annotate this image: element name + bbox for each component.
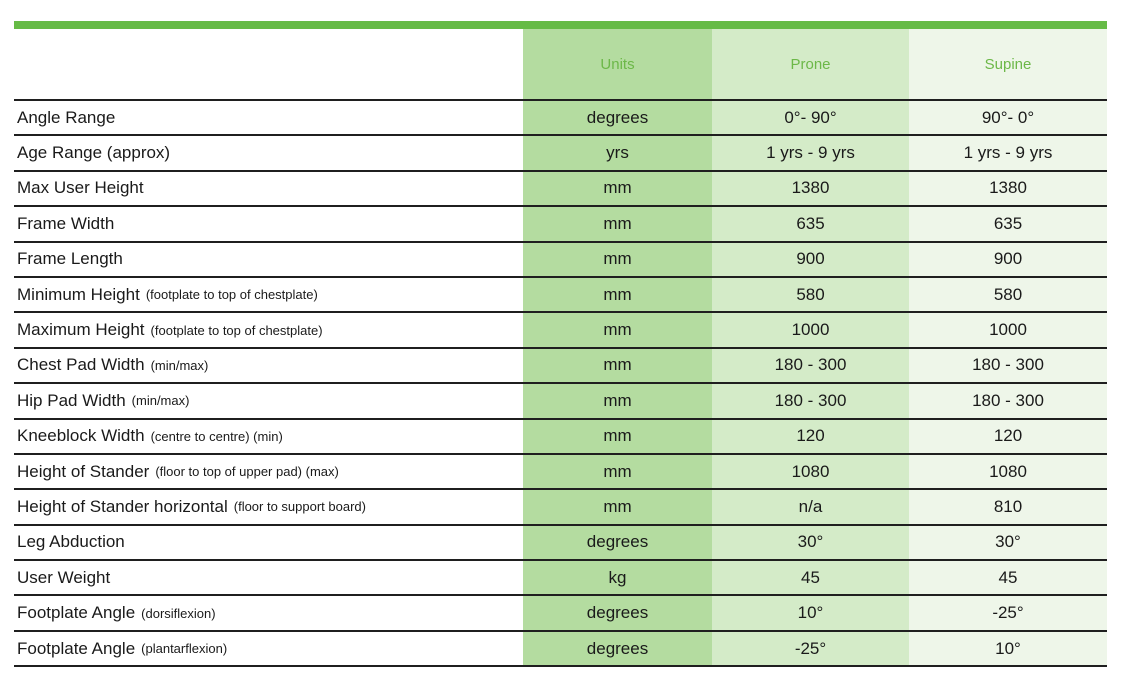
row-note: (floor to support board) [233,499,366,515]
supine-cell: 120 [909,420,1107,453]
units-cell: degrees [523,596,712,629]
table-row [14,99,1107,134]
row-note: (footplate to top of chestplate) [145,287,318,303]
table-body [14,99,1107,667]
row-label: Height of Stander [17,461,150,481]
prone-cell: 900 [712,243,909,276]
prone-cell: 10° [712,596,909,629]
row-label: Minimum Height [17,284,140,304]
table-row [14,488,1107,523]
table-row [14,347,1107,382]
table-row [14,524,1107,559]
prone-cell: -25° [712,632,909,665]
row-label: Max User Height [17,178,144,198]
table-row [14,276,1107,311]
units-cell: mm [523,313,712,346]
supine-cell: 810 [909,490,1107,523]
header-supine: Supine [909,29,1107,99]
units-cell: mm [523,207,712,240]
row-label-cell [14,101,523,134]
spec-table [14,29,1107,667]
row-label-cell [14,313,523,346]
prone-cell: 1080 [712,455,909,488]
units-cell: mm [523,490,712,523]
prone-cell: 1 yrs - 9 yrs [712,136,909,169]
row-note: (min/max) [131,393,190,409]
supine-cell: 90°- 0° [909,101,1107,134]
row-label-cell [14,632,523,665]
row-label: Age Range (approx) [17,143,171,163]
table-row [14,382,1107,417]
row-label: User Weight [17,567,111,587]
prone-cell: 180 - 300 [712,384,909,417]
row-label-cell [14,384,523,417]
supine-cell: 180 - 300 [909,349,1107,382]
row-label-cell [14,526,523,559]
table-row [14,311,1107,346]
row-label: Leg Abduction [17,532,125,552]
row-note: (floor to top of upper pad) (max) [155,464,339,480]
prone-cell: 580 [712,278,909,311]
prone-cell: 120 [712,420,909,453]
row-label: Hip Pad Width [17,390,126,410]
row-label-cell [14,561,523,594]
row-label-cell [14,243,523,276]
units-cell: degrees [523,526,712,559]
row-note: (plantarflexion) [141,641,228,657]
units-cell: degrees [523,101,712,134]
units-cell: degrees [523,632,712,665]
row-label-cell [14,349,523,382]
units-cell: mm [523,420,712,453]
table-row [14,630,1107,667]
accent-bar [14,21,1107,29]
row-label: Maximum Height [17,320,145,340]
supine-cell: -25° [909,596,1107,629]
prone-cell: 1380 [712,172,909,205]
prone-cell: 45 [712,561,909,594]
prone-cell: 180 - 300 [712,349,909,382]
header-prone: Prone [712,29,909,99]
row-label-cell [14,490,523,523]
table-row [14,418,1107,453]
row-label-cell [14,136,523,169]
prone-cell: 1000 [712,313,909,346]
table-row [14,241,1107,276]
prone-cell: 0°- 90° [712,101,909,134]
supine-cell: 180 - 300 [909,384,1107,417]
units-cell: mm [523,172,712,205]
prone-cell: 30° [712,526,909,559]
row-note: (dorsiflexion) [141,605,216,621]
row-label: Angle Range [17,107,116,127]
table-row [14,134,1107,169]
row-label: Footplate Angle [17,638,136,658]
row-note: (centre to centre) (min) [150,428,283,444]
supine-cell: 635 [909,207,1107,240]
row-label: Footplate Angle [17,603,136,623]
units-cell: mm [523,278,712,311]
supine-cell: 1080 [909,455,1107,488]
table-row [14,594,1107,629]
prone-cell: n/a [712,490,909,523]
row-label-cell [14,172,523,205]
supine-cell: 45 [909,561,1107,594]
row-note: (min/max) [150,357,209,373]
units-cell: mm [523,384,712,417]
row-label-cell [14,278,523,311]
table-header [14,29,1107,99]
row-label-cell [14,596,523,629]
row-note: (footplate to top of chestplate) [150,322,323,338]
units-cell: mm [523,455,712,488]
units-cell: yrs [523,136,712,169]
header-blank [14,29,523,99]
supine-cell: 1380 [909,172,1107,205]
row-label-cell [14,207,523,240]
row-label: Kneeblock Width [17,426,145,446]
units-cell: mm [523,349,712,382]
units-cell: kg [523,561,712,594]
row-label-cell [14,420,523,453]
header-units: Units [523,29,712,99]
row-label: Frame Width [17,213,115,233]
supine-cell: 580 [909,278,1107,311]
row-label: Height of Stander horizontal [17,496,228,516]
units-cell: mm [523,243,712,276]
table-row [14,205,1107,240]
supine-cell: 30° [909,526,1107,559]
row-label-cell [14,455,523,488]
prone-cell: 635 [712,207,909,240]
supine-cell: 10° [909,632,1107,665]
supine-cell: 1000 [909,313,1107,346]
row-label: Frame Length [17,249,123,269]
table-row [14,559,1107,594]
table-row [14,453,1107,488]
row-label: Chest Pad Width [17,355,145,375]
table-row [14,170,1107,205]
supine-cell: 900 [909,243,1107,276]
supine-cell: 1 yrs - 9 yrs [909,136,1107,169]
